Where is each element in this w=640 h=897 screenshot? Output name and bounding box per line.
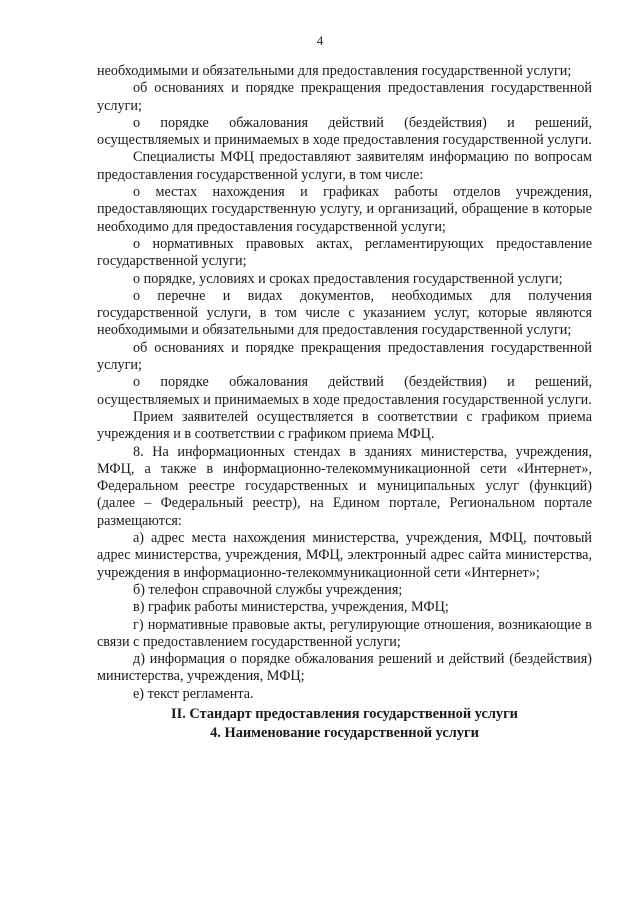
paragraph: необходимыми и обязательными для предоставления государственной услуги; bbox=[97, 63, 572, 79]
paragraph: о перечне и видах документов, необходимых для получения государственной услуги, в том числе с указанием услуг, которые являются необходимыми и обязательными для предоставления государственной услуги; bbox=[97, 287, 592, 339]
page-number: 4 bbox=[316, 33, 324, 48]
paragraph: о порядке обжалования действий (бездействия) и решений, осуществляемых и принимаемых в ходе предоставления государственной услуги. bbox=[97, 374, 592, 408]
paragraph: б) телефон справочной службы учреждения; bbox=[133, 581, 403, 598]
document-body bbox=[97, 63, 592, 743]
paragraph: об основаниях и порядке прекращения предоставления государственной услуги; bbox=[97, 339, 592, 374]
paragraph: г) нормативные правовые акты, регулирующие отношения, возникающие в связи с предоставлением государственной услуги; bbox=[97, 616, 592, 650]
paragraph: Специалисты МФЦ предоставляют заявителям информацию по вопросам предоставления государственной услуги, в том числе: bbox=[97, 149, 592, 183]
paragraph: о порядке обжалования действий (бездействия) и решений, осуществляемых и принимаемых в ходе предоставления государственной услуги. bbox=[97, 114, 592, 149]
subsection-heading: 4. Наименование государственной услуги bbox=[210, 724, 479, 741]
paragraph: д) информация о порядке обжалования решений и действий (бездействия) министерства, учреждения, МФЦ; bbox=[97, 651, 592, 685]
paragraph: в) график работы министерства, учреждения, МФЦ; bbox=[133, 599, 449, 616]
paragraph: а) адрес места нахождения министерства, учреждения, МФЦ, почтовый адрес министерства, учреждения, МФЦ, электронный адрес сайта министерства, учреждения в информационно-телекоммуникационной сети «Интернет»; bbox=[97, 530, 592, 581]
paragraph: Прием заявителей осуществляется в соответствии с графиком приема учреждения и в соответствии с графиком приема МФЦ. bbox=[97, 408, 592, 443]
paragraph: е) текст регламента. bbox=[133, 685, 254, 702]
paragraph: об основаниях и порядке прекращения предоставления государственной услуги; bbox=[97, 80, 592, 114]
paragraph: о порядке, условиях и сроках предоставления государственной услуги; bbox=[133, 270, 563, 287]
paragraph: о местах нахождения и графиках работы отделов учреждения, предоставляющих государственную услугу, и организаций, обращение в которые необходимо для предоставления государственной услуги; bbox=[97, 184, 592, 235]
paragraph: 8. На информационных стендах в зданиях министерства, учреждения, МФЦ, а также в информационно-телекоммуникационной сети «Интернет», Федеральном реестре государственных и муниципальных услуг (функций) (далее – Федеральный реестр), на Едином портале, Региональном портале размещаются: bbox=[97, 443, 592, 529]
section-heading: II. Стандарт предоставления государственной услуги bbox=[171, 705, 518, 722]
paragraph: о нормативных правовых актах, регламентирующих предоставление государственной услуги; bbox=[97, 235, 592, 270]
